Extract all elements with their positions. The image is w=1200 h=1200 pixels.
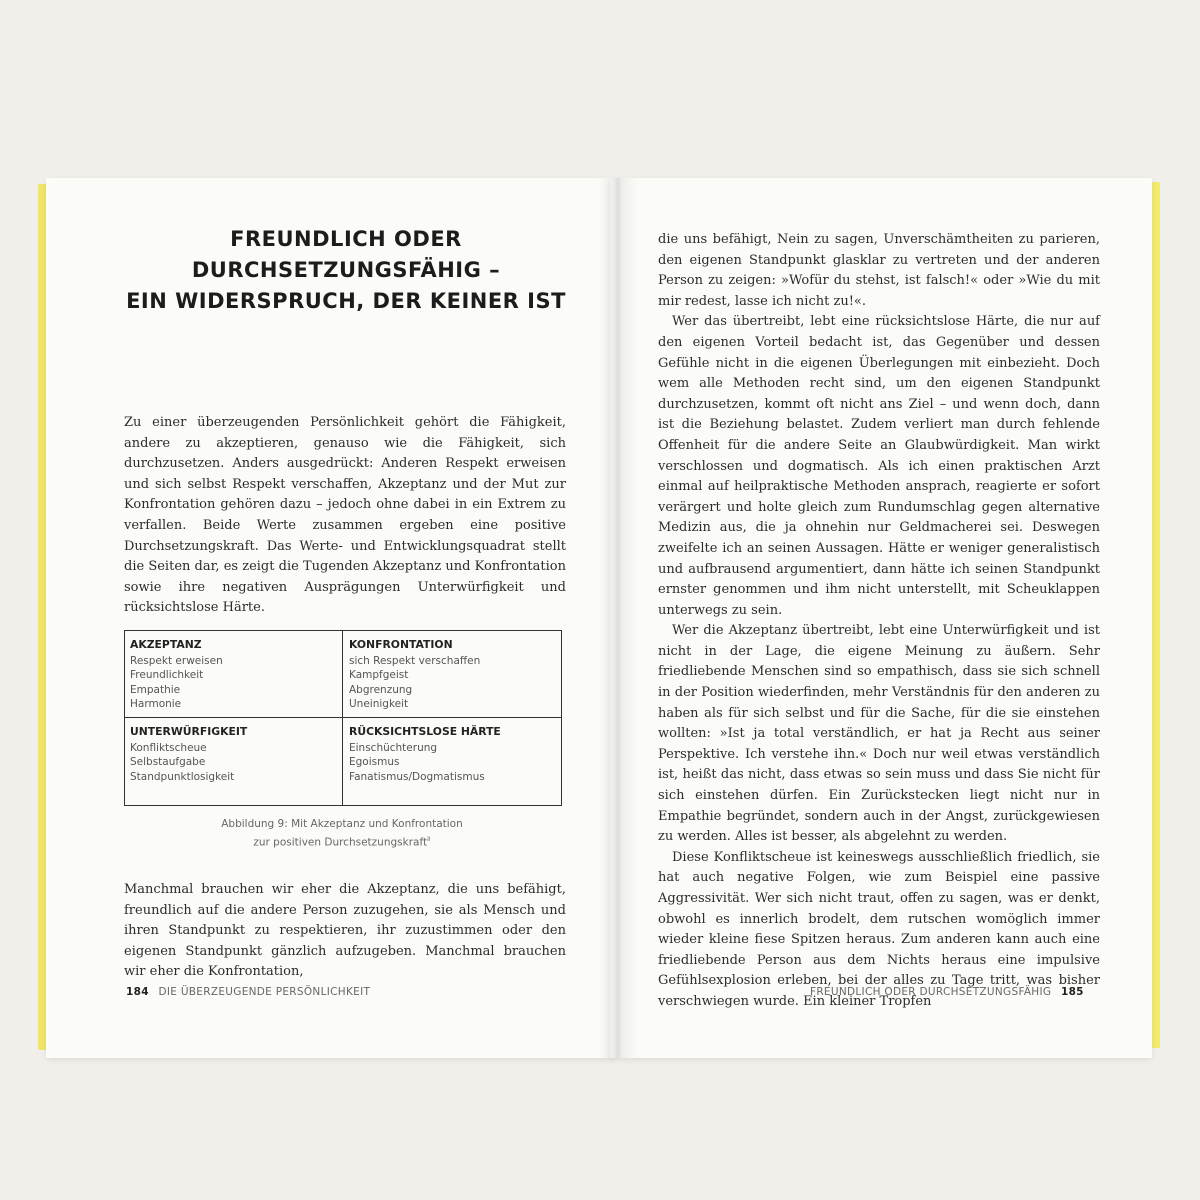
quadrant-item: Uneinigkeit: [349, 698, 409, 711]
chapter-heading: [106, 224, 586, 317]
paragraph-text: die uns befähigt, Nein zu sagen, Unverschämtheiten zu parieren, den eigenen Standpunkt glasklar zu vertreten und der anderen Person zu zeigen: »Wofür du stehst, ist falsch!« oder »Wie du mit mir redest, lasse ich nicht zu!«.: [658, 232, 1100, 309]
book-gutter-shadow: [598, 178, 638, 1058]
caption-footnote: II: [427, 836, 431, 843]
heading-line: EIN WIDERSPRUCH, DER KEINER IST: [126, 289, 566, 313]
paragraph-text: Manchmal brauchen wir eher die Akzeptanz, die uns befähigt, freundlich auf die andere Person zuzugehen, sie als Mensch und ihren Standpunkt zu respektieren, ihr zuzustimmen oder den eigenen Standpunkt gänzlich aufzugeben. Manchmal brauchen wir eher die Konfrontation,: [124, 882, 566, 980]
running-title: FREUNDLICH ODER DURCHSETZUNGSFÄHIG: [810, 986, 1052, 998]
quadrant-item: Egoismus: [349, 756, 400, 769]
page-number: 185: [1060, 986, 1084, 998]
right-page-text: [658, 230, 1100, 1013]
caption-text: zur positiven Durchsetzungskraft: [253, 836, 428, 849]
paragraph-text: Wer die Akzeptanz übertreibt, lebt eine Unterwürfigkeit und ist nicht in der Lage, die eigene Meinung zu äußern. Sehr friedliebende Menschen sind so empathisch, dass sie sich schnell in der Position wiederfinden, mehr Verständnis für den anderen zu haben als für sich selbst und für die Sache, für die sie einstehen wollten: »Ist ja total verständlich, er hat ja Recht aus seiner Perspektive. Ich verstehe ihn.« Doch nur weil etwas verständlich ist, heißt das nicht, dass etwas so sein muss und dass Sie nicht für sich einstehen dürfen. Ein Zurückstecken liegt nicht nur in Empathie begründet, sondern auch in der Angst, zurückgewiesen zu werden. Alles ist besser, als abgelehnt zu werden.: [658, 623, 1100, 845]
quadrant-konfrontation: [343, 631, 561, 718]
quadrant-item: Standpunktlosigkeit: [130, 770, 235, 783]
quadrant-item: Kampfgeist: [349, 669, 409, 682]
right-page: [610, 178, 1152, 1058]
quadrant-title: AKZEPTANZ: [130, 638, 202, 651]
figure-caption: [124, 816, 560, 851]
quadrant-item: Selbstaufgabe: [130, 756, 206, 769]
values-quadrant-diagram: [124, 630, 562, 806]
running-title: DIE ÜBERZEUGENDE PERSÖNLICHKEIT: [158, 986, 371, 998]
quadrant-item: Abgrenzung: [349, 683, 413, 696]
book-spread: [38, 178, 1160, 1058]
quadrant-item: Empathie: [130, 683, 181, 696]
right-page-footer: [810, 986, 1090, 998]
page-number: 184: [126, 986, 149, 998]
quadrant-item: Freundlichkeit: [130, 669, 204, 682]
left-paragraph-1: [124, 413, 566, 619]
heading-line: FREUNDLICH ODER: [230, 227, 462, 251]
caption-line-2: [124, 832, 560, 851]
paragraph-text: Wer das übertreibt, lebt eine rücksichtslose Härte, die nur auf den eigenen Vorteil bedacht ist, das Gegenüber und dessen Gefühle nicht in die eigenen Überlegungen mit einbezieht. Doch wem alle Methoden recht sind, um den eigenen Standpunkt durchzusetzen, kommt oft nicht ans Ziel – und wenn doch, dann ist die Beziehung belastet. Zudem verliert man durch fehlende Offenheit für die andere Seite an Glaubwürdigkeit. Man wirkt verschlossen und dogmatisch. Als ich einen praktischen Arzt einmal auf heilpraktische Methoden ansprach, reagierte er sofort verärgert und holte gleich zum Rundumschlag gegen alternative Medizin aus, die ja ohnehin nur Geldmacherei sei. Deswegen zweifelte ich an seinen Aussagen. Hätte er weniger generalistisch und aufbrausend argumentiert, dann hätte ich seinen Standpunkt ernster genommen und ihm nicht unterstellt, mit Scheuklappen unterwegs zu sein.: [658, 314, 1100, 618]
paragraph-text: Diese Konfliktscheue ist keineswegs ausschließlich friedlich, sie hat auch negative Folgen, wie zum Beispiel eine passive Aggressivität. Wer sich nicht traut, offen zu sagen, was er denkt, obwohl es innerlich brodelt, dem rutschen womöglich immer wieder kleine fiese Spitzen heraus. Zum anderen kann auch eine friedliebende Person aus dem Nichts heraus eine impulsive Gefühlsexplosion erleben, bei der alles zu Tage tritt, was bisher verschwiegen wurde. Ein kleiner Tropfen: [658, 849, 1100, 1009]
heading-line: DURCHSETZUNGSFÄHIG –: [191, 258, 501, 282]
left-paragraph-2: [124, 880, 566, 983]
left-page-footer: [120, 986, 370, 998]
quadrant-title: UNTERWÜRFIGKEIT: [130, 725, 248, 738]
quadrant-akzeptanz: [125, 631, 343, 718]
caption-line: Abbildung 9: Mit Akzeptanz und Konfrontation: [221, 818, 463, 830]
quadrant-ruecksichtslose-haerte: [343, 718, 561, 805]
left-page: [46, 178, 614, 1058]
quadrant-item: Harmonie: [130, 698, 182, 711]
quadrant-title: KONFRONTATION: [349, 638, 453, 651]
quadrant-item: Konfliktscheue: [130, 741, 207, 754]
paragraph-text: Zu einer überzeugenden Persönlichkeit gehört die Fähigkeit, andere zu akzeptieren, genauso wie die Fähigkeit, sich durchzusetzen. Anders ausgedrückt: Anderen Respekt erweisen und sich selbst Respekt verschaffen, Akzeptanz und der Mut zur Konfrontation gehören dazu – jedoch ohne dabei in ein Extrem zu verfallen. Beide Werte zusammen ergeben eine positive Durchsetzungskraft. Das Werte- und Entwicklungsquadrat stellt die Seiten dar, es zeigt die Tugenden Akzeptanz und Konfrontation sowie ihre negativen Ausprägungen Unterwürfigkeit und rücksichtslose Härte.: [124, 415, 566, 616]
quadrant-item: sich Respekt verschaffen: [349, 654, 481, 667]
quadrant-item: Einschüchterung: [349, 741, 438, 754]
quadrant-title: RÜCKSICHTSLOSE HÄRTE: [349, 725, 501, 738]
quadrant-item: Respekt erweisen: [130, 654, 223, 667]
quadrant-item: Fanatismus/Dogmatismus: [349, 770, 485, 783]
quadrant-unterwuerfigkeit: [125, 718, 343, 805]
